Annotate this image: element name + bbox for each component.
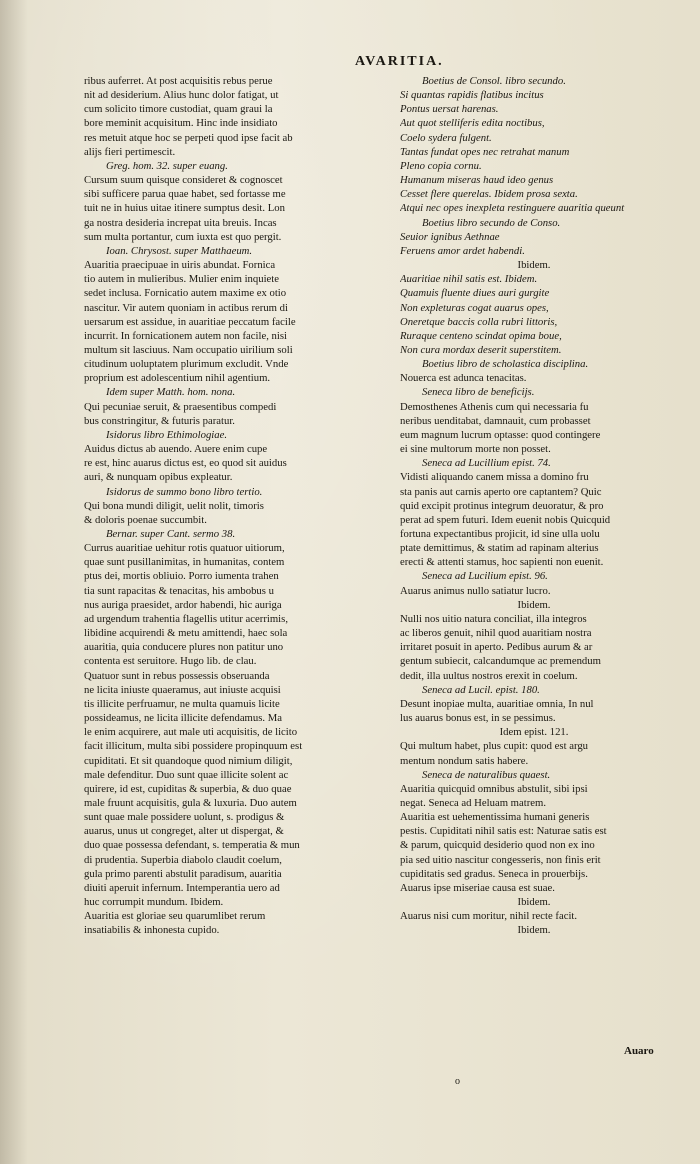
text-line: mentum nondum satis habere. <box>400 754 529 767</box>
text-line: perat ad spem futuri. Idem euenit nobis Quicquid <box>400 513 611 526</box>
text-line: Boetius de Consol. libro secundo. <box>422 75 566 87</box>
text-line: eum magnum lucrum optasse: quod contingere <box>400 428 601 441</box>
text-line: sibi sufficere parua quae habet, sed fortasse me <box>84 188 286 201</box>
text-line: cum solicito timore custodiat, quam graui la <box>84 103 273 116</box>
text-line: Pontus uersat harenas. <box>400 103 499 116</box>
text-line: Auaritia est gloriae seu quarumlibet rerum <box>84 910 266 923</box>
text-line: nascitur. Vir autem quoniam in actibus rerum di <box>84 301 288 314</box>
text-line: Isidorus libro Ethimologiae. <box>106 428 228 441</box>
text-line: gentum subiecit, calcandumque ac premendum <box>400 655 601 668</box>
text-line: libidine acquirendi & metu amittendi, haec sola <box>84 627 288 640</box>
text-line: Idem super Matth. hom. nona. <box>106 386 236 399</box>
text-line: uersarum est assidue, in auaritiae peccatum facile <box>84 315 296 328</box>
text-line: Non expleturas cogat auarus opes, <box>400 301 549 314</box>
text-line: Auarus nisi cum moritur, nihil recte facit. <box>400 910 578 923</box>
text-line: Seneca ad Lucil. epist. 180. <box>422 683 540 696</box>
text-line: male fruunt acquisitis, gula & luxuria. Duo autem <box>84 796 297 809</box>
text-line: ptate demittimus, & statim ad rapinam alterius <box>400 542 599 555</box>
text-line: sedet inclusa. Fornicatio autem maxime ex otio <box>84 287 287 300</box>
text-line: Nouerca est adunca tenacitas. <box>400 372 527 385</box>
text-line: Seneca ad Lucillium epist. 74. <box>422 457 551 470</box>
text-line: res metuit atque hoc se perpeti quod ipse facit ab <box>84 131 293 144</box>
text-line: Cesset flere querelas. Ibidem prosa sexta. <box>400 188 578 201</box>
text-line: Non cura mordax deserit superstitem. <box>400 343 562 356</box>
text-line: pestis. Cupiditati nihil satis est: Naturae satis est <box>400 825 607 838</box>
text-line: Greg. hom. 32. super euang. <box>106 159 228 172</box>
text-line: diuiti aperuit infernum. Intemperantia uero ad <box>84 881 280 894</box>
text-line: multum sit lasciuus. Nam occupatio uirilium soli <box>84 343 293 356</box>
text-line: Pleno copia cornu. <box>400 159 482 172</box>
text-line: Seneca ad Lucilium epist. 96. <box>422 570 548 583</box>
text-line: neribus uenditabat, damnauit, cum probasset <box>400 414 591 427</box>
text-line: ptus dei, mortis obliuio. Porro iumenta trahen <box>84 570 279 583</box>
text-line: Ibidem. <box>517 924 551 937</box>
text-line: Currus auaritiae uehitur rotis quatuor uitiorum, <box>84 542 285 555</box>
text-line: Quatuor sunt in rebus possessis obseruanda <box>84 669 270 682</box>
text-line: citudinum uoluptatem plurimum excludit. Vnde <box>84 358 289 371</box>
text-line: dedit, illa uultus nostros erexit in coelum. <box>400 669 578 682</box>
text-line: Isidorus de summo bono libro tertio. <box>106 485 263 498</box>
text-line: cupiditatis sed gradus. Seneca in prouerbijs. <box>400 867 588 880</box>
text-line: Auaritia praecipuae in uiris abundat. Fornica <box>84 259 276 272</box>
text-line: facit illicitum, multa sibi possidere propinquum est <box>84 740 303 753</box>
text-line: gula primo parenti abstulit paradisum, auaritia <box>84 867 282 880</box>
text-line: erecti & attenti stamus, hoc sapienti non euenit. <box>400 556 604 569</box>
text-line: possideamus, ne licita illicite defendamus. Ma <box>84 712 282 725</box>
text-line: Ibidem. <box>517 896 551 909</box>
text-line: Demosthenes Athenis cum qui necessaria fu <box>400 400 589 413</box>
catchword: Auaro <box>624 1045 654 1057</box>
text-line: Boetius libro secundo de Conso. <box>422 216 561 229</box>
text-line: quid excipit protinus integrum deuoratur, & pro <box>400 499 604 512</box>
text-line: huc corrumpit mundum. Ibidem. <box>84 896 224 909</box>
text-line: auaritia, quia conducere plures non patitur uno <box>84 641 284 654</box>
text-line: ad urgendum trahentia flagellis utitur acerrimis, <box>84 612 288 625</box>
text-line: Cursum suum quisque consideret & cognoscet <box>84 174 283 187</box>
text-line: quae sunt pusillanimitas, in humanitas, contem <box>84 556 285 569</box>
text-line: Oneretque baccis colla rubri littoris, <box>400 315 558 328</box>
text-line: cupiditati. Et sit quandoque quod nimium diligit, <box>84 754 293 767</box>
text-line: negat. Seneca ad Heluam matrem. <box>400 796 546 809</box>
text-line: Ruraque centeno scindat opima boue, <box>400 329 562 342</box>
text-line: fortuna expectantibus projicit, id sine ulla uolu <box>400 528 600 540</box>
text-line: Quamuis fluente diues auri gurgite <box>400 287 550 300</box>
text-line: Auidus dictus ab auendo. Auere enim cupe <box>84 443 268 456</box>
text-line: Idem epist. 121. <box>499 726 569 739</box>
text-line: Qui pecuniae seruit, & praesentibus compedi <box>84 400 277 413</box>
text-line: & parum, quicquid desiderio quod non ex ino <box>400 839 595 852</box>
running-head: AVARITIA. <box>355 54 444 69</box>
page-gutter-shadow <box>0 0 28 1164</box>
text-line: duo quae possessa defendant, s. temperatia & mun <box>84 839 300 852</box>
text-line: quirere, id est, cupiditas & superbia, & duo quae <box>84 782 292 795</box>
text-line: tuit ne in huius uitae itinere sumptus desit. Lon <box>84 202 285 215</box>
text-line: Nulli nos uitio natura conciliat, illa integros <box>400 612 587 625</box>
text-line: contenta est seruitore. Hugo lib. de clau. <box>84 655 257 668</box>
text-line: & doloris poenae succumbit. <box>84 513 207 526</box>
text-line: nit ad desiderium. Alius hunc dolor fatigat, ut <box>84 89 279 102</box>
text-line: Auaritiae nihil satis est. Ibidem. <box>400 273 538 286</box>
text-line: ac liberos genuit, nihil quod auaritiam nostra <box>400 627 592 640</box>
text-line: auri, & nunquam opibus expleatur. <box>84 471 233 484</box>
text-line: Humanum miseras haud ideo genus <box>400 174 554 187</box>
text-line: ne licita iniuste quaeramus, aut iniuste acquisi <box>84 683 281 696</box>
right-column <box>400 74 668 938</box>
text-line: Coelo sydera fulgent. <box>400 131 492 144</box>
text-line: Tantas fundat opes nec retrahat manum <box>400 145 570 158</box>
text-line: sum multa portantur, cum iuxta est quo pergit. <box>84 230 282 243</box>
text-line: nus auriga praesidet, ardor habendi, hic auriga <box>84 598 282 611</box>
text-line: Seuior ignibus Aethnae <box>400 230 500 243</box>
text-line: le enim acquirere, aut male uti acquisitis, de licito <box>84 726 298 739</box>
text-line: Si quantas rapidis flatibus incitus <box>400 89 544 102</box>
text-line: tia sunt rapacitas & tenacitas, his ambobus u <box>84 584 274 597</box>
text-line: incurrit. In fornicationem autem non facile, nisi <box>84 329 287 342</box>
text-line: auarus, unus ut congreget, alter ut dispergat, & <box>84 825 284 838</box>
text-line: Bernar. super Cant. sermo 38. <box>106 528 236 540</box>
text-line: Auarus animus nullo satiatur lucro. <box>400 584 551 597</box>
text-line: Feruens amor ardet habendi. <box>400 244 525 257</box>
text-line: Atqui nec opes inexpleta restinguere auaritia queunt <box>400 202 625 215</box>
text-line: ribus auferret. At post acquisitis rebus perue <box>84 75 273 87</box>
text-line: Seneca libro de beneficijs. <box>422 386 535 399</box>
text-line: insatiabilis & inhonesta cupido. <box>84 924 220 937</box>
text-line: di prudentia. Superbia diabolo claudit coelum, <box>84 853 282 866</box>
left-column <box>84 74 386 938</box>
text-line: Ibidem. <box>517 259 551 272</box>
text-line: Desunt inopiae multa, auaritiae omnia, In nul <box>400 697 594 710</box>
text-line: re est, hinc auarus dictus est, eo quod sit auidus <box>84 457 287 470</box>
text-line: Ibidem. <box>517 598 551 611</box>
text-line: bus constringitur, & futuris paratur. <box>84 414 235 427</box>
text-line: proprium est adolescentium nihil agentium. <box>84 372 271 385</box>
text-line: Boetius libro de scholastica disciplina. <box>422 358 589 371</box>
text-line: alijs fieri pertimescit. <box>84 145 176 158</box>
text-line: Auarus ipse miseriae causa est suae. <box>400 881 555 894</box>
text-line: pia sed uitio nascitur congesseris, non finis erit <box>400 853 601 866</box>
text-line: Auaritia quicquid omnibus abstulit, sibi ipsi <box>400 782 588 795</box>
text-line: Auaritia est uehementissima humani generis <box>400 811 590 824</box>
text-line: tio autem in mulieribus. Mulier enim inquiete <box>84 273 280 286</box>
signature-mark: o <box>455 1076 460 1087</box>
text-line: Aut quot stelliferis edita noctibus, <box>400 117 545 130</box>
text-line: ga nostra desideria increpat uita breuis. Incas <box>84 216 277 229</box>
text-line: male defenditur. Duo sunt quae illicite solent ac <box>84 768 289 781</box>
text-line: lus auarus bonus est, in se pessimus. <box>400 712 556 725</box>
text-line: Ioan. Chrysost. super Matthaeum. <box>106 244 253 257</box>
text-line: Qui bona mundi diligit, uelit nolit, timoris <box>84 499 264 512</box>
text-line: irritaret posuit in aperto. Pedibus aurum & ar <box>400 641 593 654</box>
text-line: Seneca de naturalibus quaest. <box>422 768 551 781</box>
text-line: Qui multum habet, plus cupit: quod est argu <box>400 740 589 753</box>
text-line: bore meminit acquisitum. Hinc inde insidiato <box>84 117 278 130</box>
text-line: sunt quae male possidere uolunt, s. prodigus & <box>84 811 285 824</box>
text-line: Vidisti aliquando canem missa a domino fru <box>400 471 589 484</box>
text-line: sta panis aut carnis aperto ore captantem? Quic <box>400 485 602 498</box>
text-line: ei sine multorum morte non posset. <box>400 443 551 456</box>
text-line: tis illicite perfruamur, ne multa quamuis licite <box>84 697 280 710</box>
